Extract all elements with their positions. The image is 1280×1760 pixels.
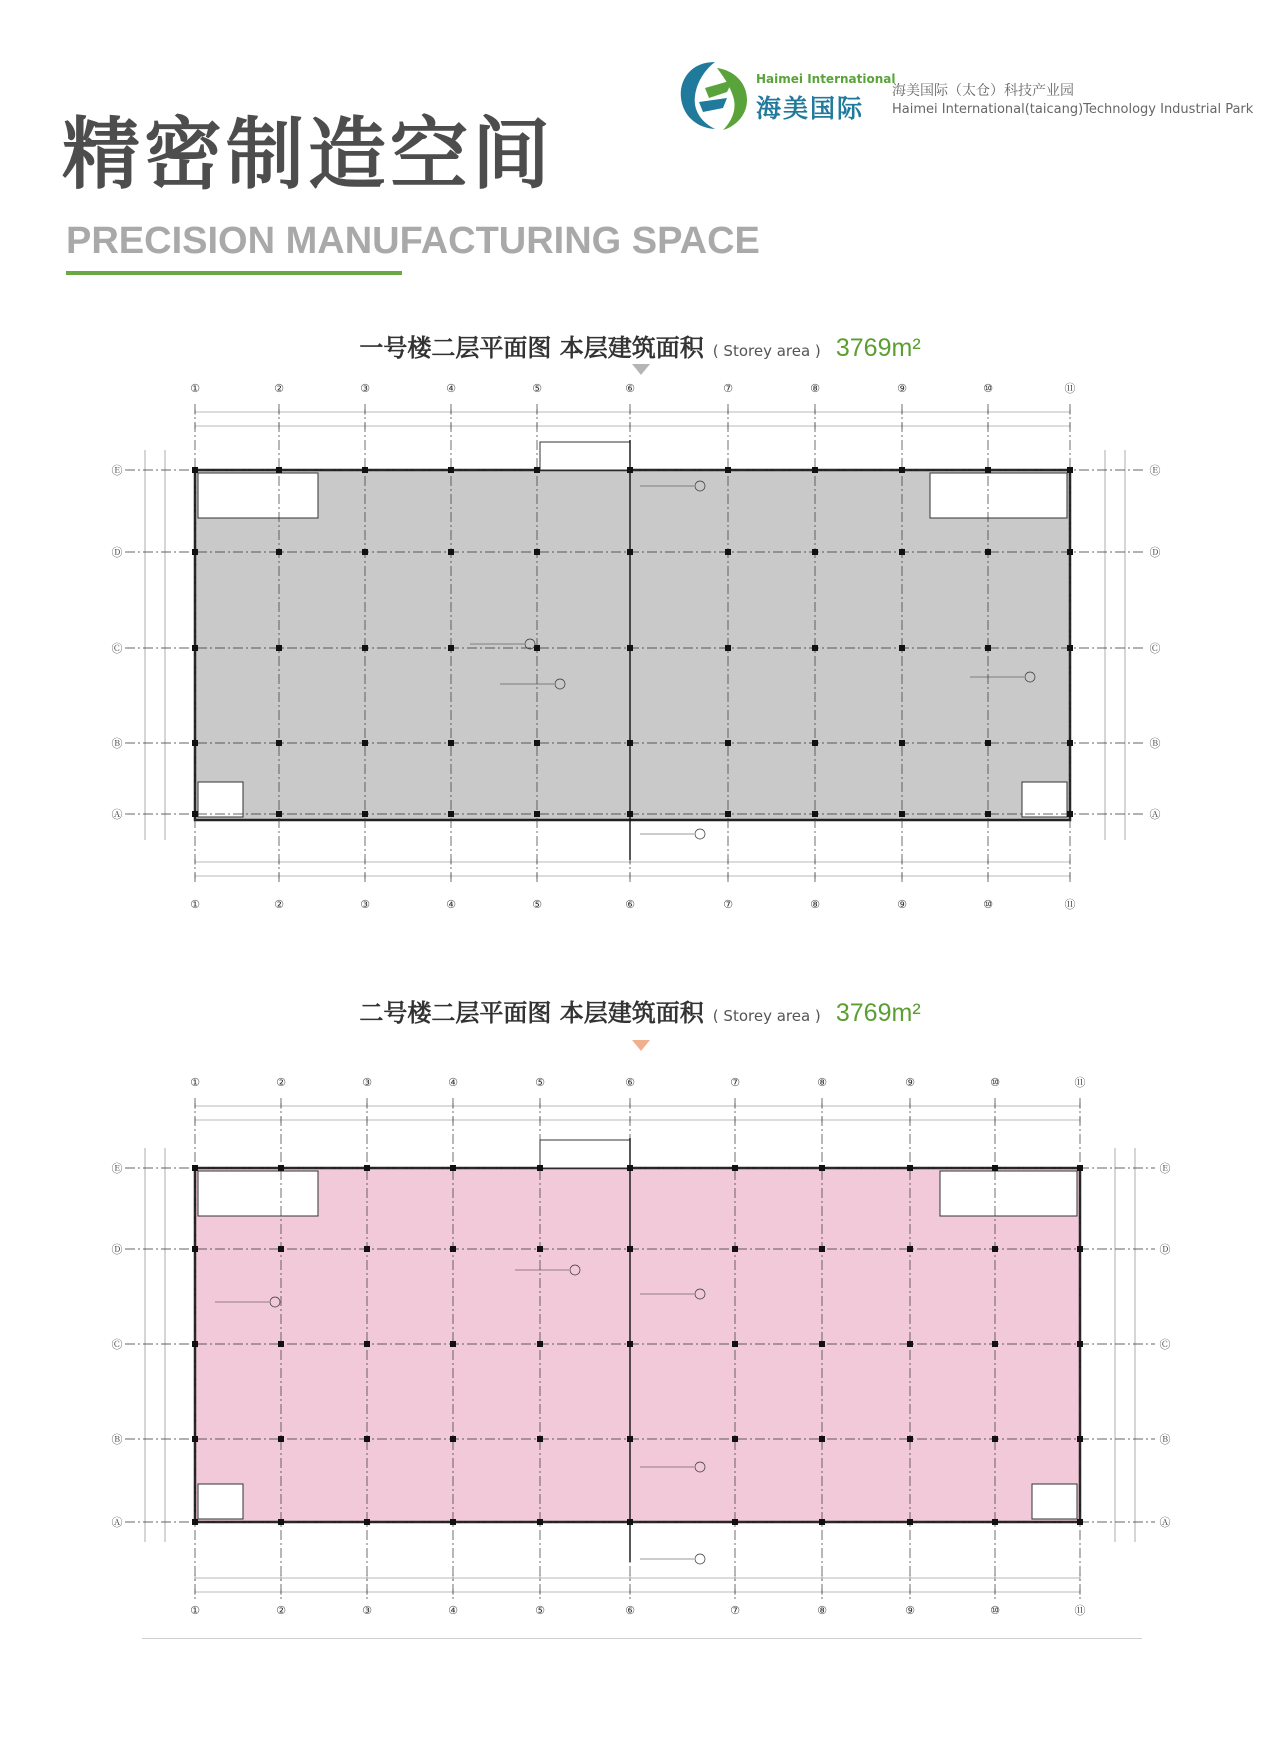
plan-1-area-value: 3769m² bbox=[835, 334, 921, 362]
structural-column bbox=[448, 740, 454, 746]
structural-column bbox=[364, 1246, 370, 1252]
grid-axis-label: ⑤ bbox=[535, 1604, 545, 1617]
structural-column bbox=[534, 467, 540, 473]
structural-column bbox=[732, 1165, 738, 1171]
structural-column bbox=[725, 549, 731, 555]
structural-column bbox=[450, 1436, 456, 1442]
structural-column bbox=[812, 645, 818, 651]
floor-area bbox=[195, 1168, 1080, 1522]
grid-axis-label: ⑦ bbox=[723, 382, 733, 395]
structural-column bbox=[364, 1519, 370, 1525]
structural-column bbox=[812, 467, 818, 473]
grid-axis-label: Ⓒ bbox=[1159, 1338, 1171, 1351]
structural-column bbox=[819, 1436, 825, 1442]
structural-column bbox=[278, 1165, 284, 1171]
structural-column bbox=[192, 467, 198, 473]
structural-column bbox=[627, 645, 633, 651]
grid-axis-label: ⑧ bbox=[810, 382, 820, 395]
structural-column bbox=[362, 645, 368, 651]
structural-column bbox=[192, 1165, 198, 1171]
structural-column bbox=[812, 549, 818, 555]
structural-column bbox=[1077, 1341, 1083, 1347]
structural-column bbox=[192, 549, 198, 555]
floor-plan-building-2 bbox=[0, 1062, 1280, 1622]
grid-axis-label: Ⓑ bbox=[1159, 1433, 1171, 1446]
center-stair bbox=[540, 442, 630, 470]
grid-axis-label: ② bbox=[274, 898, 284, 911]
structural-column bbox=[448, 549, 454, 555]
grid-axis-label: ⑨ bbox=[897, 898, 907, 911]
plan-2-area-value: 3769m² bbox=[835, 999, 921, 1027]
grid-axis-label: ③ bbox=[360, 382, 370, 395]
structural-column bbox=[907, 1519, 913, 1525]
structural-column bbox=[192, 811, 198, 817]
structural-column bbox=[725, 740, 731, 746]
grid-axis-label: ⑥ bbox=[625, 898, 635, 911]
structural-column bbox=[1067, 467, 1073, 473]
structural-column bbox=[907, 1165, 913, 1171]
structural-column bbox=[899, 645, 905, 651]
stair-core-sw bbox=[198, 782, 243, 817]
structural-column bbox=[812, 811, 818, 817]
grid-axis-label: ② bbox=[276, 1076, 286, 1089]
grid-axis-label: Ⓔ bbox=[1159, 1162, 1171, 1175]
grid-axis-label: Ⓑ bbox=[111, 1433, 123, 1446]
structural-column bbox=[907, 1436, 913, 1442]
grid-axis-label: Ⓑ bbox=[111, 737, 123, 750]
grid-axis-label: ② bbox=[276, 1604, 286, 1617]
structural-column bbox=[192, 1436, 198, 1442]
structural-column bbox=[362, 811, 368, 817]
structural-column bbox=[985, 740, 991, 746]
grid-axis-label: ④ bbox=[446, 382, 456, 395]
grid-axis-label: ⑥ bbox=[625, 382, 635, 395]
structural-column bbox=[278, 1341, 284, 1347]
park-chinese-name: 海美国际（太仓）科技产业园 bbox=[892, 83, 1074, 99]
stair-core-se bbox=[1022, 782, 1067, 817]
structural-column bbox=[276, 740, 282, 746]
grid-axis-label: ⑥ bbox=[625, 1604, 635, 1617]
grid-axis-label: Ⓐ bbox=[111, 808, 123, 821]
structural-column bbox=[627, 740, 633, 746]
structural-column bbox=[1067, 549, 1073, 555]
center-stair bbox=[540, 1140, 630, 1168]
structural-column bbox=[627, 1519, 633, 1525]
grid-axis-label: ⑩ bbox=[990, 1604, 1000, 1617]
grid-axis-label: ⑦ bbox=[730, 1076, 740, 1089]
structural-column bbox=[627, 1246, 633, 1252]
structural-column bbox=[278, 1436, 284, 1442]
structural-column bbox=[1077, 1165, 1083, 1171]
structural-column bbox=[1067, 811, 1073, 817]
structural-column bbox=[1077, 1246, 1083, 1252]
grid-axis-label: ③ bbox=[362, 1604, 372, 1617]
plan-2-heading bbox=[0, 993, 1280, 1028]
grid-axis-label: ⑥ bbox=[625, 1076, 635, 1089]
floor-plan-building-1 bbox=[0, 374, 1280, 914]
structural-column bbox=[899, 811, 905, 817]
grid-axis-label: Ⓓ bbox=[111, 1243, 123, 1256]
structural-column bbox=[992, 1165, 998, 1171]
structural-column bbox=[985, 811, 991, 817]
structural-column bbox=[899, 549, 905, 555]
footer-divider bbox=[142, 1638, 1142, 1639]
grid-axis-label: ⑤ bbox=[535, 1076, 545, 1089]
grid-axis-label: Ⓔ bbox=[1149, 464, 1161, 477]
grid-axis-label: Ⓐ bbox=[1149, 808, 1161, 821]
structural-column bbox=[276, 645, 282, 651]
grid-axis-label: ⑦ bbox=[723, 898, 733, 911]
structural-column bbox=[1077, 1519, 1083, 1525]
grid-axis-label: ⑤ bbox=[532, 382, 542, 395]
grid-axis-label: ⑩ bbox=[983, 382, 993, 395]
annotation-callout bbox=[695, 1554, 705, 1564]
structural-column bbox=[907, 1246, 913, 1252]
structural-column bbox=[537, 1436, 543, 1442]
structural-column bbox=[732, 1246, 738, 1252]
plan-2-storey-area-label: ( Storey area ) bbox=[712, 1007, 821, 1025]
structural-column bbox=[627, 549, 633, 555]
structural-column bbox=[278, 1246, 284, 1252]
structural-column bbox=[992, 1436, 998, 1442]
structural-column bbox=[278, 1519, 284, 1525]
grid-axis-label: ⑧ bbox=[810, 898, 820, 911]
stair-core-se bbox=[1032, 1484, 1077, 1519]
grid-axis-label: Ⓒ bbox=[111, 1338, 123, 1351]
structural-column bbox=[276, 467, 282, 473]
stair-core-ne bbox=[940, 1171, 1077, 1216]
structural-column bbox=[1067, 645, 1073, 651]
structural-column bbox=[812, 740, 818, 746]
structural-column bbox=[627, 467, 633, 473]
page-subtitle: PRECISION MANUFACTURING SPACE bbox=[66, 220, 760, 262]
structural-column bbox=[448, 645, 454, 651]
logo-english-name: Haimei International bbox=[756, 72, 896, 86]
structural-column bbox=[732, 1436, 738, 1442]
grid-axis-label: ④ bbox=[448, 1076, 458, 1089]
grid-axis-label: ⑦ bbox=[730, 1604, 740, 1617]
grid-axis-label: ① bbox=[190, 1604, 200, 1617]
grid-axis-label: Ⓓ bbox=[1159, 1243, 1171, 1256]
plan-1-storey-area-label: ( Storey area ) bbox=[712, 342, 821, 360]
structural-column bbox=[362, 467, 368, 473]
grid-axis-label: Ⓐ bbox=[111, 1516, 123, 1529]
structural-column bbox=[450, 1246, 456, 1252]
grid-axis-label: ⑪ bbox=[1074, 1604, 1086, 1617]
structural-column bbox=[537, 1246, 543, 1252]
grid-axis-label: Ⓔ bbox=[111, 464, 123, 477]
structural-column bbox=[627, 1436, 633, 1442]
structural-column bbox=[276, 811, 282, 817]
grid-axis-label: ④ bbox=[446, 898, 456, 911]
structural-column bbox=[627, 1165, 633, 1171]
structural-column bbox=[537, 1165, 543, 1171]
structural-column bbox=[192, 740, 198, 746]
page-title: 精密制造空间 bbox=[62, 110, 555, 200]
structural-column bbox=[450, 1519, 456, 1525]
grid-axis-label: ⑤ bbox=[532, 898, 542, 911]
structural-column bbox=[907, 1341, 913, 1347]
structural-column bbox=[1067, 740, 1073, 746]
grid-axis-label: ⑩ bbox=[990, 1076, 1000, 1089]
structural-column bbox=[537, 1341, 543, 1347]
grid-axis-label: ① bbox=[190, 382, 200, 395]
structural-column bbox=[985, 549, 991, 555]
structural-column bbox=[364, 1165, 370, 1171]
logo-chinese-name: 海美国际 bbox=[756, 94, 865, 123]
stair-core-ne bbox=[930, 473, 1067, 518]
grid-axis-label: Ⓓ bbox=[1149, 546, 1161, 559]
park-english-name: Haimei International(taicang)Technology Industrial Park bbox=[892, 102, 1254, 117]
structural-column bbox=[362, 740, 368, 746]
structural-column bbox=[627, 1341, 633, 1347]
structural-column bbox=[364, 1341, 370, 1347]
structural-column bbox=[192, 1519, 198, 1525]
grid-axis-label: ⑨ bbox=[905, 1604, 915, 1617]
plan-1-title: 一号楼二层平面图 本层建筑面积 bbox=[359, 334, 704, 362]
structural-column bbox=[192, 1246, 198, 1252]
structural-column bbox=[819, 1246, 825, 1252]
grid-axis-label: Ⓒ bbox=[111, 642, 123, 655]
grid-axis-label: ⑧ bbox=[817, 1076, 827, 1089]
structural-column bbox=[192, 1341, 198, 1347]
structural-column bbox=[819, 1341, 825, 1347]
grid-axis-label: ⑪ bbox=[1074, 1076, 1086, 1089]
haimei-logo-icon bbox=[675, 58, 753, 133]
structural-column bbox=[819, 1519, 825, 1525]
grid-axis-label: ⑨ bbox=[905, 1076, 915, 1089]
title-underline bbox=[66, 271, 402, 275]
structural-column bbox=[627, 811, 633, 817]
structural-column bbox=[1077, 1436, 1083, 1442]
structural-column bbox=[192, 645, 198, 651]
structural-column bbox=[732, 1341, 738, 1347]
structural-column bbox=[450, 1341, 456, 1347]
structural-column bbox=[819, 1165, 825, 1171]
plan-2-title: 二号楼二层平面图 本层建筑面积 bbox=[359, 999, 704, 1027]
structural-column bbox=[364, 1436, 370, 1442]
grid-axis-label: ① bbox=[190, 898, 200, 911]
structural-column bbox=[899, 467, 905, 473]
structural-column bbox=[992, 1519, 998, 1525]
structural-column bbox=[534, 549, 540, 555]
plan-1-heading bbox=[0, 328, 1280, 363]
grid-axis-label: ③ bbox=[360, 898, 370, 911]
grid-axis-label: Ⓔ bbox=[111, 1162, 123, 1175]
structural-column bbox=[992, 1341, 998, 1347]
structural-column bbox=[732, 1519, 738, 1525]
structural-column bbox=[534, 811, 540, 817]
grid-axis-label: ③ bbox=[362, 1076, 372, 1089]
structural-column bbox=[362, 549, 368, 555]
stair-core-nw bbox=[198, 473, 318, 518]
plan-2-marker-icon bbox=[632, 1040, 650, 1051]
stair-core-sw bbox=[198, 1484, 243, 1519]
grid-axis-label: ② bbox=[274, 382, 284, 395]
grid-axis-label: Ⓑ bbox=[1149, 737, 1161, 750]
grid-axis-label: ⑨ bbox=[897, 382, 907, 395]
structural-column bbox=[276, 549, 282, 555]
grid-axis-label: Ⓐ bbox=[1159, 1516, 1171, 1529]
structural-column bbox=[448, 811, 454, 817]
structural-column bbox=[985, 645, 991, 651]
structural-column bbox=[534, 740, 540, 746]
structural-column bbox=[725, 811, 731, 817]
structural-column bbox=[985, 467, 991, 473]
grid-axis-label: Ⓒ bbox=[1149, 642, 1161, 655]
structural-column bbox=[992, 1246, 998, 1252]
structural-column bbox=[537, 1519, 543, 1525]
grid-axis-label: ⑩ bbox=[983, 898, 993, 911]
structural-column bbox=[899, 740, 905, 746]
structural-column bbox=[725, 645, 731, 651]
annotation-callout bbox=[695, 829, 705, 839]
grid-axis-label: ⑪ bbox=[1064, 382, 1076, 395]
grid-axis-label: ⑪ bbox=[1064, 898, 1076, 911]
structural-column bbox=[450, 1165, 456, 1171]
structural-column bbox=[725, 467, 731, 473]
grid-axis-label: ④ bbox=[448, 1604, 458, 1617]
brand-logo bbox=[675, 58, 1254, 133]
grid-axis-label: ⑧ bbox=[817, 1604, 827, 1617]
grid-axis-label: ① bbox=[190, 1076, 200, 1089]
grid-axis-label: Ⓓ bbox=[111, 546, 123, 559]
stair-core-nw bbox=[198, 1171, 318, 1216]
structural-column bbox=[448, 467, 454, 473]
